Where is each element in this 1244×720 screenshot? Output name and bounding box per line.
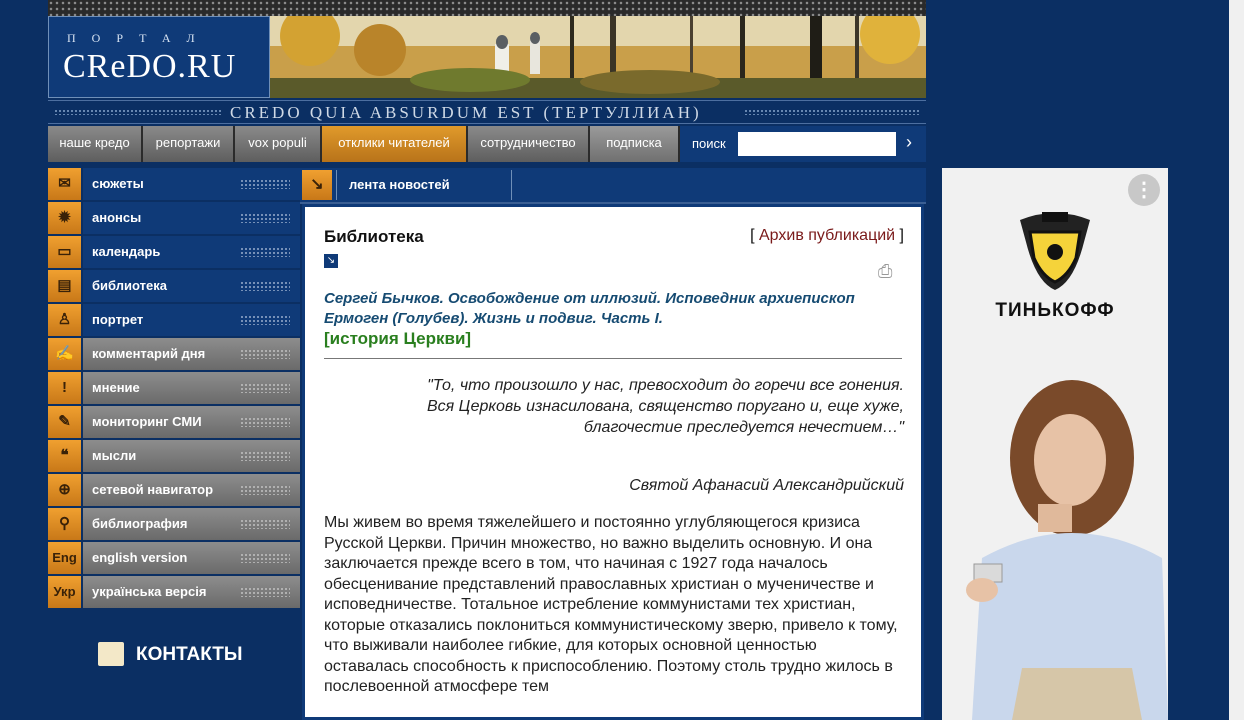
sidebar-item-kommentariy-dnya[interactable] xyxy=(48,338,300,370)
sidebar-item-bibliografiya[interactable] xyxy=(48,508,300,540)
candle-icon: ♙ xyxy=(48,304,81,336)
sidebar-item-label: українська версія xyxy=(92,584,207,599)
sidebar-item-label: сюжеты xyxy=(92,176,144,191)
logo-text: CReDO.RU xyxy=(63,48,237,85)
sidebar-item-label: анонсы xyxy=(92,210,142,225)
nav-item-podpiska[interactable]: подписка xyxy=(590,126,680,162)
search-label: поиск xyxy=(692,136,726,151)
epigraph-quote: "То, что произошло у нас, превосходит до горечи все гонения. Вся Церковь изнасилована, священство поругано и, еще хуже, благочестие преследуется нечестием…" xyxy=(426,377,904,436)
magnifier-icon: ⚲ xyxy=(48,508,81,540)
sidebar-item-monitoring-smi[interactable] xyxy=(48,406,300,438)
sidebar-item-label: мониторинг СМИ xyxy=(92,414,202,429)
sidebar-item-kalendar[interactable] xyxy=(48,236,300,268)
exclamation-icon: ! xyxy=(48,372,81,404)
window-scrollbar[interactable] xyxy=(1229,0,1244,720)
article-title xyxy=(324,289,884,350)
header-banner-image xyxy=(270,16,926,98)
tinkoff-crest-logo xyxy=(1012,212,1098,294)
pen-hand-icon: ✍ xyxy=(48,338,81,370)
folder-hand-icon: ✉ xyxy=(48,168,81,200)
sidebar-item-syuzhety[interactable] xyxy=(48,168,300,200)
sidebar-item-label: сетевой навигатор xyxy=(92,482,214,497)
sidebar-item-label: мысли xyxy=(92,448,137,463)
search-go-icon[interactable]: › xyxy=(906,132,912,152)
sidebar-item-ukrainska-versiya[interactable] xyxy=(48,576,300,608)
ad-brand-name: ТИНЬКОФФ xyxy=(995,300,1115,321)
sidebar-item-anonsy[interactable] xyxy=(48,202,300,234)
sidebar-item-label: комментарий дня xyxy=(92,346,206,361)
open-folder-icon: ▭ xyxy=(48,236,81,268)
sidebar-item-mnenie[interactable] xyxy=(48,372,300,404)
tab-news-feed[interactable]: лента новостей xyxy=(336,170,512,200)
nav-item-nashe-kredo[interactable]: наше кредо xyxy=(48,126,143,162)
nav-item-vox-populi[interactable]: vox populi xyxy=(235,126,322,162)
arrow-down-right-icon[interactable]: ↘ xyxy=(302,170,332,200)
news-tab-row xyxy=(300,168,926,204)
contacts-label: КОНТАКТЫ xyxy=(136,644,243,665)
sidebar-item-label: english version xyxy=(92,550,188,565)
nav-item-sotrudnichestvo[interactable]: сотрудничество xyxy=(468,126,590,162)
top-dot-bar xyxy=(48,0,926,16)
sidebar-item-label: библиотека xyxy=(92,278,167,293)
print-icon[interactable]: ⎙ xyxy=(878,261,893,281)
autumn-forest-image xyxy=(270,16,926,98)
top-nav xyxy=(48,126,926,162)
ad-banner[interactable] xyxy=(942,168,1168,720)
divider xyxy=(324,358,902,359)
section-title: Библиотека xyxy=(324,227,424,246)
more-vertical-icon[interactable]: ⋮ xyxy=(1128,174,1160,206)
pencil-icon: ✎ xyxy=(48,406,81,438)
sidebar-item-label: мнение xyxy=(92,380,140,395)
sidebar-item-setevoy-navigator[interactable] xyxy=(48,474,300,506)
epigraph-author: Святой Афанасий Александрийский xyxy=(629,477,904,494)
speech-bubbles-icon: ❝ xyxy=(48,440,81,472)
article-tag[interactable]: [история Церкви] xyxy=(324,329,472,348)
envelope-icon xyxy=(98,642,124,666)
site-frame xyxy=(48,0,926,720)
sidebar xyxy=(48,168,300,610)
motto-bar xyxy=(48,100,926,124)
sidebar-item-portret[interactable] xyxy=(48,304,300,336)
sidebar-item-biblioteka[interactable] xyxy=(48,270,300,302)
motto-dots-right xyxy=(744,109,920,115)
sidebar-item-label: календарь xyxy=(92,244,161,259)
logo-portal-label: ПОРТАЛ xyxy=(67,31,211,45)
star-burst-icon: ✹ xyxy=(48,202,81,234)
nav-item-otkliki[interactable]: отклики читателей xyxy=(322,126,468,162)
books-icon: ▤ xyxy=(48,270,81,302)
motto-text: CREDO QUIA ABSURDUM EST (ТЕРТУЛЛИАН) xyxy=(230,103,702,122)
search-box xyxy=(680,126,926,162)
eng-icon: Eng xyxy=(48,542,81,574)
site-logo[interactable] xyxy=(48,16,270,98)
contacts-link[interactable] xyxy=(48,612,300,720)
sidebar-item-label: библиография xyxy=(92,516,188,531)
ad-woman-image xyxy=(942,368,1168,720)
article-panel xyxy=(302,204,924,720)
expand-arrow-icon[interactable]: ↘ xyxy=(324,254,338,268)
article-subtitle: Исповедник архиепископ Ермоген (Голубев). Жизнь и подвиг. Часть I. xyxy=(324,290,855,327)
article-author-title: Сергей Бычков. Освобождение от иллюзий. xyxy=(324,290,662,307)
sidebar-item-mysli[interactable] xyxy=(48,440,300,472)
nav-item-reportazhi[interactable]: репортажи xyxy=(143,126,235,162)
ukr-icon: Укр xyxy=(48,576,81,608)
article-body: Мы живем во время тяжелейшего и постоянно углубляющегося кризиса Русской Церкви. Причин множество, но важно выделить основную. И она заключается прежде всего в том, что начиная с 1927 года началось обесценивание представлений православных христиан о мученичестве и исповедничестве. Тотальное истребление коммунистами тех христиан, которые отказались поклониться коммунистическому зверю, привело к тому, что выживали наиболее гибкие, для которых основной ценностью оставалась способность к приспособлению. Поэтому столь трудно жилось в послевоенной атмосфере тем xyxy=(324,514,898,695)
search-input[interactable] xyxy=(738,132,896,156)
motto-dots-left xyxy=(54,109,222,115)
archive-link-wrapper: [ Архив публикаций ] xyxy=(750,227,904,244)
archive-link[interactable]: Архив публикаций xyxy=(758,227,896,244)
sidebar-item-label: портрет xyxy=(92,312,144,327)
sidebar-item-english-version[interactable] xyxy=(48,542,300,574)
mouse-icon: ⊕ xyxy=(48,474,81,506)
